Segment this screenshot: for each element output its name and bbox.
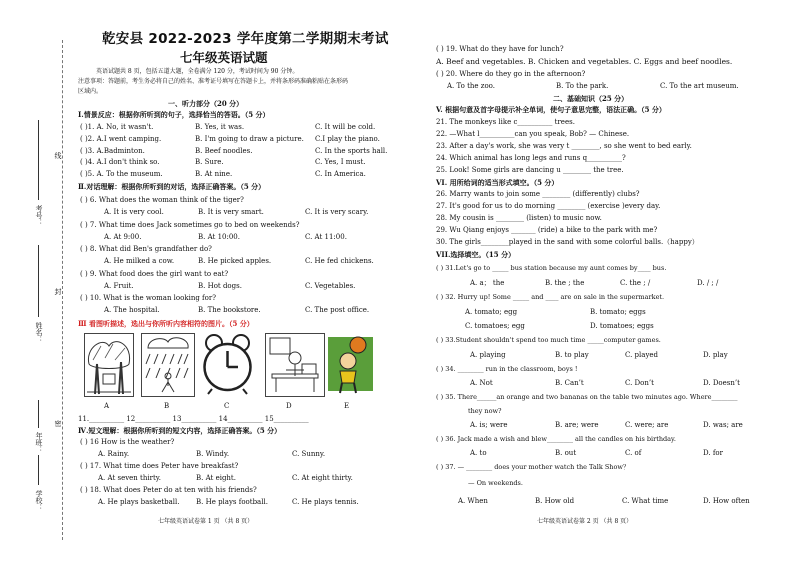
q36-option-b: B. out — [555, 449, 577, 457]
q35-option-c: C. were; are — [625, 421, 669, 429]
part1-q5-option-a: ( )5. A. To the museum. — [80, 170, 163, 179]
part1-q4-option-c: C. Yes, I must. — [315, 158, 366, 167]
q31-option-b: B. the ; the — [545, 279, 585, 287]
part4-q17-option-b: B. At eight. — [196, 474, 236, 482]
q20-option-a: A. To the zoo. — [447, 82, 495, 90]
part5-q21: 21. The monkeys like c__________ trees. — [436, 118, 575, 126]
binding-label-name: 姓名： — [35, 322, 43, 343]
name-blank — [38, 245, 39, 317]
part5-q25: 25. Look! Some girls are dancing u ________ the tree. — [436, 166, 624, 174]
footer-left: 七年级英语试卷第 1 页 （共 8 页） — [158, 518, 254, 525]
part5-q24: 24. Which animal has long legs and runs q__________? — [436, 154, 626, 162]
q31-option-c: C. the ; / — [620, 279, 651, 287]
q36-option-c: C. of — [625, 449, 642, 457]
part2-q9: ( ) 9. What food does the girl want to eat? — [80, 269, 229, 278]
q32-option-b: B. tomato; eggs — [590, 308, 646, 316]
part1-q5-option-b: B. At nine. — [195, 170, 233, 179]
part1-q3-option-c: C. In the sports hall. — [315, 146, 388, 155]
q32-option-a: A. tomato; egg — [465, 308, 518, 316]
q34-option-b: B. Can’t — [555, 379, 584, 387]
part2-q6: ( ) 6. What does the woman think of the tiger? — [80, 196, 244, 204]
grade-blank — [38, 400, 39, 428]
q35-option-b: B. are; were — [555, 421, 599, 429]
binding-label-exam-no: 考号： — [35, 205, 43, 226]
part4-q17: ( ) 17. What time does Peter have breakfast? — [80, 462, 239, 470]
part1-q1-option-a: ( )1. A. No, it wasn't. — [80, 123, 154, 131]
part1-heading: Ⅰ.情景反应：根据你所听到的句子，选择恰当的答语。（5 分） — [78, 110, 270, 119]
part1-q5-option-c: C. In America. — [315, 170, 366, 179]
part6-q29: 29. Wu Qiang enjoys _______ (ride) a bike to the park with me? — [436, 226, 658, 234]
q37-option-c: C. What time — [622, 497, 669, 505]
part2-q8-option-b: B. He picked apples. — [198, 257, 272, 265]
part4-q16-option-a: A. Rainy. — [98, 450, 130, 458]
part3-heading: Ⅲ 看图听描述，选出与你所听内容相符的图片。（5 分） — [78, 319, 254, 328]
part4-q16-option-c: C. Sunny. — [292, 450, 326, 458]
q19: ( ) 19. What do they have for lunch? — [436, 45, 564, 53]
part2-q10-option-a: A. The hospital. — [104, 306, 160, 314]
q36: ( ) 36. Jack made a wish and blew________ all the candles on his birthday. — [436, 435, 676, 443]
part4-q18-option-a: A. He plays basketball. — [98, 498, 180, 506]
q33-option-d: D. play — [703, 351, 728, 359]
q33: ( ) 33.Student shouldn't spend too much time _____computer games. — [436, 336, 661, 344]
part2-q6-option-b: B. It is very smart. — [198, 208, 264, 216]
listening-header: 一、听力部分（20 分） — [168, 99, 244, 108]
part6-q30: 30. The girls________played in the sand with some colorful balls.（happy） — [436, 238, 699, 246]
part1-q2-option-c: C.I play the piano. — [315, 134, 380, 143]
q31-option-d: D. / ; / — [697, 279, 719, 287]
part1-q1-option-b: B. Yes, it was. — [195, 123, 245, 131]
exam-no-blank — [38, 120, 39, 200]
part1-q4-option-a: ( )4. A.I don't think so. — [80, 158, 160, 167]
q33-option-c: C. played — [625, 351, 659, 359]
binding-label-seal-bottom: 密 — [54, 420, 62, 427]
part7-heading: VII.选择填空。（15 分） — [436, 250, 516, 259]
q20-option-c: C. To the art museum. — [660, 82, 739, 90]
q36-option-a: A. to — [470, 449, 487, 457]
part2-q9-option-c: C. Vegetables. — [305, 281, 356, 290]
q37-reply: — On weekends. — [468, 479, 523, 487]
q33-option-a: A. playing — [470, 351, 506, 359]
exam-subtitle: 七年级英语试题 — [180, 50, 268, 65]
q34-option-d: D. Doesn’t — [703, 379, 740, 387]
part6-q27: 27. It's good for us to do morning ________ (exercise )every day. — [436, 202, 661, 210]
q35-option-a: A. is; were — [470, 421, 508, 429]
picture-d-desk — [265, 333, 325, 397]
picture-a-trees — [84, 333, 134, 397]
part2-q10-option-b: B. The bookstore. — [198, 306, 261, 314]
part2-q7-option-c: C. At 11:00. — [305, 232, 347, 241]
part4-q17-option-c: C. At eight thirty. — [292, 474, 353, 482]
part2-q8-option-c: C. He fed chickens. — [305, 257, 374, 265]
q36-option-d: D. for — [703, 449, 723, 457]
q19-options: A. Beef and vegetables. B. Chicken and vegetables. C. Eggs and beef noodles. — [436, 57, 733, 66]
part4-q16: ( ) 16 How is the weather? — [80, 438, 175, 446]
section2-header: 二、基础知识（25 分） — [553, 94, 629, 103]
q31: ( ) 31.Let's go to _____ bus station because my aunt comes by____ bus. — [436, 264, 667, 272]
part1-q2-option-b: B. I'm going to draw a picture. — [195, 134, 304, 143]
part5-heading: V. 根据句意及首字母提示补全单词，使句子意思完整，语法正确。（5 分） — [436, 105, 666, 114]
part6-heading: VI. 用所给词的适当形式填空。（5 分） — [436, 178, 559, 187]
part3-answer-blanks: 11.__________ 12__________ 13__________ 14__________ 15__________ — [78, 415, 309, 423]
intro-line-2: 注意事项：答题前，考生务必将自己的姓名、准考证号填写在答题卡上，并将条形码准确粘贴在条形码 — [78, 78, 349, 85]
binding-label-seal2: 封 — [54, 288, 62, 295]
part2-q7-option-a: A. At 9:00. — [104, 232, 142, 241]
picture-label-a: A — [104, 402, 110, 410]
part2-heading: Ⅱ.对话理解：根据你所听到的对话，选择正确答案。（5 分） — [78, 182, 266, 191]
part4-q18-option-c: C. He plays tennis. — [292, 498, 359, 506]
q32: ( ) 32. Hurry up! Some _____ and ____ are on sale in the supermarket. — [436, 293, 665, 301]
binding-label-seal: 线 — [54, 152, 62, 159]
part1-q2-option-a: ( )2. A.I went camping. — [80, 134, 162, 143]
part2-q9-option-a: A. Fruit. — [104, 281, 134, 290]
picture-label-d: D — [286, 402, 292, 410]
part1-q3-option-a: ( )3. A.Badminton. — [80, 146, 145, 155]
q20-option-b: B. To the park. — [556, 82, 609, 90]
q34: ( ) 34. ________ run in the classroom, boys ! — [436, 365, 578, 373]
part2-q6-option-a: A. It is very cool. — [104, 208, 164, 216]
q37-option-b: B. How old — [535, 497, 575, 505]
part5-q23: 23. After a day's work, she was very t ________, so she went to bed early. — [436, 142, 692, 150]
exam-title: 乾安县 2022-2023 学年度第二学期期末考试 — [102, 31, 389, 47]
picture-c-clock — [200, 333, 255, 395]
intro-line-1: 英语试题共 8 页，包括五道大题，全卷满分 120 分，考试时间为 90 分钟。 — [96, 68, 299, 75]
q31-option-a: A. a； the — [470, 279, 505, 287]
q35: ( ) 35. There______an orange and two bananas on the table two minutes ago. Where________ — [436, 393, 738, 401]
part4-q18: ( ) 18. What does Peter do at ten with his friends? — [80, 486, 257, 494]
intro-line-3: 区域内。 — [78, 88, 103, 95]
part4-q17-option-a: A. At seven thirty. — [98, 474, 162, 482]
q35-option-d: D. was; are — [703, 421, 743, 429]
q34-option-c: C. Don’t — [625, 379, 654, 387]
q34-option-a: A. Not — [470, 379, 493, 387]
part5-q22: 22. —What l__________can you speak, Bob? — Chinese. — [436, 130, 630, 138]
q37: ( ) 37. — ________ does your mother watch the Talk Show？ — [436, 463, 630, 471]
part1-q3-option-b: B. Beef noodles. — [195, 146, 253, 155]
part2-q8-option-a: A. He milked a cow. — [104, 257, 175, 265]
q20: ( ) 20. Where do they go in the afternoon? — [436, 70, 586, 78]
q37-option-d: D. How often — [703, 497, 750, 505]
picture-label-b: B — [164, 402, 170, 410]
part6-q28: 28. My cousin is ________ (listen) to music now. — [436, 214, 602, 222]
part2-q7-option-b: B. At 10:00. — [198, 232, 240, 241]
picture-label-c: C — [224, 402, 230, 410]
part1-q1-option-c: C. It will be cold. — [315, 123, 376, 131]
binding-label-grade: 年班： — [35, 432, 43, 453]
part4-q16-option-b: B. Windy. — [196, 450, 230, 458]
part6-q26: 26. Marry wants to join some ________ (differently) clubs? — [436, 190, 640, 198]
part2-q10: ( ) 10. What is the woman looking for? — [80, 294, 216, 302]
q32-option-d: D. tomatoes; eggs — [590, 322, 654, 330]
part2-q8: ( ) 8. What did Ben's grandfather do? — [80, 245, 212, 253]
q35-continued: they now? — [468, 407, 502, 415]
picture-e-basketball — [328, 333, 373, 395]
q33-option-b: B. to play — [555, 351, 589, 359]
school-blank — [38, 455, 39, 485]
q32-option-c: C. tomatoes; egg — [465, 322, 525, 330]
part1-q4-option-b: B. Sure. — [195, 158, 224, 167]
part2-q10-option-c: C. The post office. — [305, 306, 370, 314]
footer-right: 七年级英语试卷第 2 页 （共 8 页） — [537, 518, 633, 525]
picture-label-e: E — [344, 402, 350, 410]
part2-q6-option-c: C. It is very scary. — [305, 208, 369, 216]
part2-q9-option-b: B. Hot dogs. — [198, 281, 242, 290]
picture-b-rain — [141, 333, 195, 397]
part2-q7: ( ) 7. What time does Jack sometimes go to bed on weekends? — [80, 220, 300, 229]
q37-option-a: A. When — [458, 497, 488, 505]
part4-heading: Ⅳ.短文理解：根据你所听到的短文内容，选择正确答案。（5 分） — [78, 426, 282, 435]
part4-q18-option-b: B. He plays football. — [196, 498, 268, 506]
binding-label-school: 学校： — [35, 490, 43, 511]
